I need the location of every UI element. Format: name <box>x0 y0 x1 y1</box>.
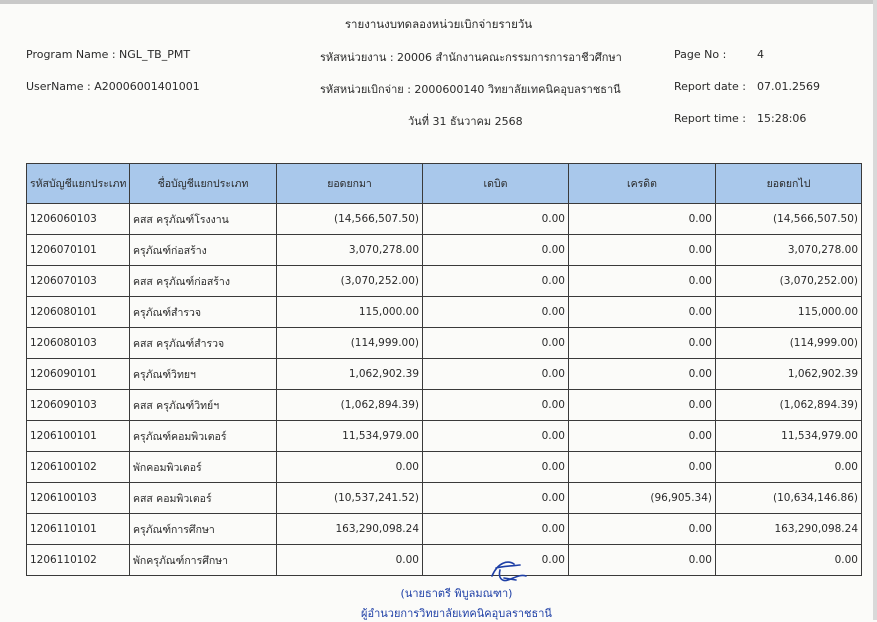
cell-closing-balance: 163,290,098.24 <box>716 514 862 545</box>
cell-credit: 0.00 <box>569 204 716 235</box>
cell-credit: (96,905.34) <box>569 483 716 514</box>
cell-account-name: พักครุภัณฑ์การศึกษา <box>130 545 277 576</box>
cell-closing-balance: 3,070,278.00 <box>716 235 862 266</box>
disbursing-unit-line: รหัสหน่วยเบิกจ่าย : 2000600140 วิทยาลัยเทคนิคอุบลราชธานี <box>320 83 621 96</box>
signatory-name: (นายธาตรี พิบูลมณฑา) <box>400 587 513 600</box>
table-row <box>27 359 862 390</box>
table-row <box>27 266 862 297</box>
cell-debit: 0.00 <box>423 328 569 359</box>
page-no-label: Page No : <box>674 48 727 61</box>
cell-account-code: 1206080101 <box>27 297 130 328</box>
table-row <box>27 421 862 452</box>
table-header-row <box>27 164 862 204</box>
cell-opening-balance: 1,062,902.39 <box>277 359 423 390</box>
cell-closing-balance: (1,062,894.39) <box>716 390 862 421</box>
page-right-edge <box>873 0 877 620</box>
header-opening-balance: ยอดยกมา <box>277 164 423 204</box>
cell-credit: 0.00 <box>569 390 716 421</box>
report-date-value: 07.01.2569 <box>757 80 820 93</box>
report-time-value: 15:28:06 <box>757 112 807 125</box>
table-row <box>27 514 862 545</box>
agency-line: รหัสหน่วยงาน : 20006 สำนักงานคณะกรรมการการอาชีวศึกษา <box>320 51 622 64</box>
cell-closing-balance: 11,534,979.00 <box>716 421 862 452</box>
cell-opening-balance: 11,534,979.00 <box>277 421 423 452</box>
signatory-position: ผู้อำนวยการวิทยาลัยเทคนิคอุบลราชธานี <box>361 607 552 620</box>
cell-account-name: คสส ครุภัณฑ์วิทย์ฯ <box>130 390 277 421</box>
table-row <box>27 204 862 235</box>
cell-closing-balance: 115,000.00 <box>716 297 862 328</box>
report-date-line: วันที่ 31 ธันวาคม 2568 <box>408 115 523 128</box>
cell-credit: 0.00 <box>569 421 716 452</box>
cell-closing-balance: (3,070,252.00) <box>716 266 862 297</box>
table-row <box>27 390 862 421</box>
program-name: Program Name : NGL_TB_PMT <box>26 48 191 61</box>
cell-credit: 0.00 <box>569 297 716 328</box>
cell-closing-balance: 0.00 <box>716 545 862 576</box>
cell-debit: 0.00 <box>423 390 569 421</box>
cell-account-name: คสส ครุภัณฑ์ก่อสร้าง <box>130 266 277 297</box>
table-row <box>27 235 862 266</box>
cell-credit: 0.00 <box>569 359 716 390</box>
username: UserName : A20006001401001 <box>26 80 200 93</box>
cell-account-code: 1206070103 <box>27 266 130 297</box>
cell-credit: 0.00 <box>569 545 716 576</box>
table-row <box>27 452 862 483</box>
cell-credit: 0.00 <box>569 452 716 483</box>
cell-account-name: คสส ครุภัณฑ์สำรวจ <box>130 328 277 359</box>
header-closing-balance: ยอดยกไป <box>716 164 862 204</box>
header-account-code: รหัสบัญชีแยกประเภท <box>27 164 130 204</box>
cell-opening-balance: (1,062,894.39) <box>277 390 423 421</box>
cell-debit: 0.00 <box>423 359 569 390</box>
cell-opening-balance: (114,999.00) <box>277 328 423 359</box>
cell-credit: 0.00 <box>569 514 716 545</box>
cell-account-code: 1206100101 <box>27 421 130 452</box>
cell-debit: 0.00 <box>423 452 569 483</box>
cell-account-name: ครุภัณฑ์การศึกษา <box>130 514 277 545</box>
cell-account-name: ครุภัณฑ์วิทยฯ <box>130 359 277 390</box>
signature-mark <box>486 556 536 586</box>
cell-account-code: 1206080103 <box>27 328 130 359</box>
cell-opening-balance: 0.00 <box>277 545 423 576</box>
table-row <box>27 483 862 514</box>
cell-account-code: 1206090103 <box>27 390 130 421</box>
cell-opening-balance: 3,070,278.00 <box>277 235 423 266</box>
cell-account-code: 1206060103 <box>27 204 130 235</box>
header-account-name: ชื่อบัญชีแยกประเภท <box>130 164 277 204</box>
cell-closing-balance: 0.00 <box>716 452 862 483</box>
report-time-label: Report time : <box>674 112 747 125</box>
cell-account-code: 1206070101 <box>27 235 130 266</box>
cell-account-name: พักคอมพิวเตอร์ <box>130 452 277 483</box>
cell-debit: 0.00 <box>423 421 569 452</box>
cell-account-name: คสส ครุภัณฑ์โรงงาน <box>130 204 277 235</box>
cell-account-name: คสส คอมพิวเตอร์ <box>130 483 277 514</box>
report-date-label: Report date : <box>674 80 746 93</box>
cell-account-code: 1206100103 <box>27 483 130 514</box>
table-row <box>27 545 862 576</box>
cell-closing-balance: 1,062,902.39 <box>716 359 862 390</box>
cell-debit: 0.00 <box>423 235 569 266</box>
cell-opening-balance: 163,290,098.24 <box>277 514 423 545</box>
cell-debit: 0.00 <box>423 266 569 297</box>
cell-debit: 0.00 <box>423 514 569 545</box>
cell-debit: 0.00 <box>423 545 569 576</box>
cell-account-code: 1206110101 <box>27 514 130 545</box>
table-row <box>27 328 862 359</box>
page-no-value: 4 <box>757 48 764 61</box>
table-row <box>27 297 862 328</box>
cell-account-code: 1206100102 <box>27 452 130 483</box>
report-title: รายงานงบทดลองหน่วยเบิกจ่ายรายวัน <box>344 17 533 31</box>
cell-credit: 0.00 <box>569 235 716 266</box>
cell-opening-balance: 115,000.00 <box>277 297 423 328</box>
cell-account-name: ครุภัณฑ์สำรวจ <box>130 297 277 328</box>
cell-opening-balance: (3,070,252.00) <box>277 266 423 297</box>
cell-closing-balance: (114,999.00) <box>716 328 862 359</box>
cell-account-name: ครุภัณฑ์คอมพิวเตอร์ <box>130 421 277 452</box>
cell-debit: 0.00 <box>423 483 569 514</box>
cell-opening-balance: 0.00 <box>277 452 423 483</box>
cell-account-name: ครุภัณฑ์ก่อสร้าง <box>130 235 277 266</box>
cell-closing-balance: (10,634,146.86) <box>716 483 862 514</box>
cell-account-code: 1206110102 <box>27 545 130 576</box>
cell-credit: 0.00 <box>569 266 716 297</box>
cell-closing-balance: (14,566,507.50) <box>716 204 862 235</box>
cell-debit: 0.00 <box>423 204 569 235</box>
cell-opening-balance: (10,537,241.52) <box>277 483 423 514</box>
cell-account-code: 1206090101 <box>27 359 130 390</box>
cell-credit: 0.00 <box>569 328 716 359</box>
header-debit: เดบิต <box>423 164 569 204</box>
trial-balance-table <box>26 163 862 576</box>
cell-debit: 0.00 <box>423 297 569 328</box>
cell-opening-balance: (14,566,507.50) <box>277 204 423 235</box>
page-top-edge <box>0 0 877 4</box>
header-credit: เครดิต <box>569 164 716 204</box>
